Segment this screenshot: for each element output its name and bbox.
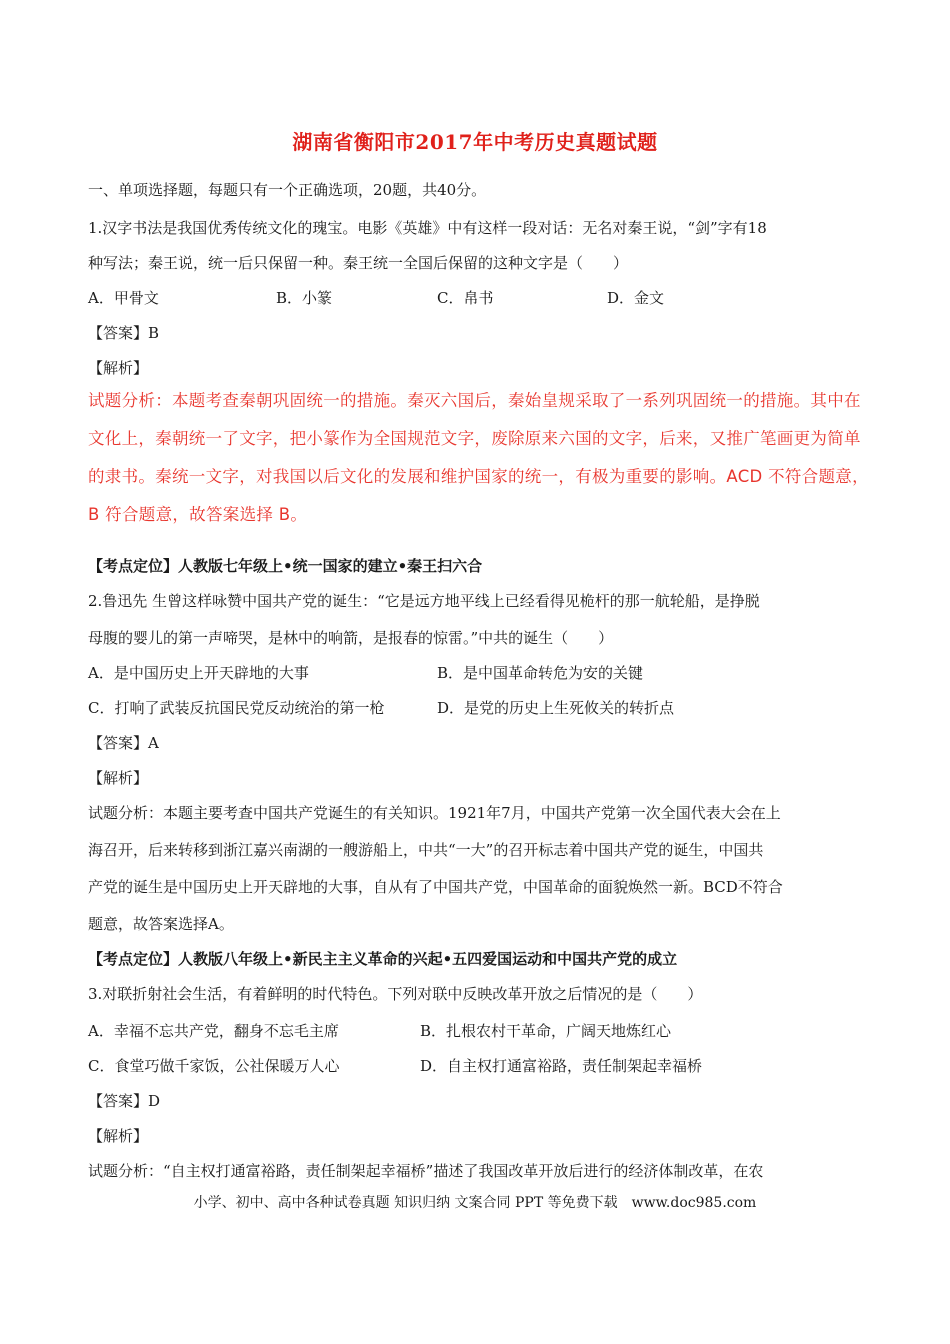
q1-analysis-line-2: 文化上，秦朝统一了文字，把小篆作为全国规范文字，废除原来六国的文字，后来，又推广笔画更为简单	[88, 429, 861, 448]
page-footer: 小学、初中、高中各种试卷真题 知识归纳 文案合同 PPT 等免费下载 www.doc985.com	[193, 1195, 757, 1211]
q1-option-a: A．甲骨文	[88, 289, 159, 307]
q2-kaodian: 【考点定位】人教版八年级上•新民主主义革命的兴起•五四爱国运动和中国共产党的成立	[88, 950, 678, 968]
q1-option-d: D．金文	[607, 289, 665, 307]
q1-kaodian: 【考点定位】人教版七年级上•统一国家的建立•秦王扫六合	[88, 557, 483, 575]
q3-option-c: C．食堂巧做千家饭，公社保暖万人心	[88, 1057, 340, 1075]
q2-stem-line-1: 2.鲁迅先 生曾这样咏赞中国共产党的诞生：“它是远方地平线上已经看得见桅杆的那一航轮船，是挣脱	[88, 592, 760, 610]
q3-option-b: B．扎根农村干革命，广阔天地炼红心	[420, 1022, 672, 1040]
q2-option-d: D．是党的历史上生死攸关的转折点	[437, 699, 675, 717]
section-header: 一、单项选择题，每题只有一个正确选项，20题，共40分。	[88, 181, 487, 199]
q2-option-a: A．是中国历史上开天辟地的大事	[88, 664, 309, 682]
q3-analysis-label: 【解析】	[88, 1127, 149, 1145]
q1-analysis-line-1: 试题分析：本题考查秦朝巩固统一的措施。秦灭六国后，秦始皇规采取了一系列巩固统一的措施。其中在	[88, 391, 861, 410]
q1-answer: 【答案】B	[88, 324, 160, 342]
q1-option-b: B．小篆	[276, 289, 333, 307]
q2-analysis-line-1: 试题分析：本题主要考查中国共产党诞生的有关知识。1921年7月，中国共产党第一次全国代表大会在上	[88, 804, 781, 822]
q2-analysis-line-3: 产党的诞生是中国历史上开天辟地的大事，自从有了中国共产党，中国革命的面貌焕然一新。BCD不符合	[88, 878, 783, 896]
q1-stem-line-2: 种写法；秦王说，统一后只保留一种。秦王统一全国后保留的这种文字是（ ）	[88, 254, 629, 272]
page-title: 湖南省衡阳市2017年中考历史真题试题	[292, 130, 658, 154]
q2-answer: 【答案】A	[88, 734, 159, 752]
q2-stem-line-2: 母腹的婴儿的第一声啼哭，是林中的响箭，是报春的惊雷。”中共的诞生（ ）	[88, 629, 614, 647]
q2-option-c: C．打响了武装反抗国民党反动统治的第一枪	[88, 699, 385, 717]
q2-option-b: B．是中国革命转危为安的关键	[437, 664, 644, 682]
q2-analysis-label: 【解析】	[88, 769, 149, 787]
q1-stem-line-1: 1.汉字书法是我国优秀传统文化的瑰宝。电影《英雄》中有这样一段对话：无名对秦王说，“剑”字有18	[88, 219, 767, 237]
q1-analysis-label: 【解析】	[88, 359, 149, 377]
q3-stem-line-1: 3.对联折射社会生活，有着鲜明的时代特色。下列对联中反映改革开放之后情况的是（ ）	[88, 985, 703, 1003]
q1-option-c: C．帛书	[437, 289, 494, 307]
q3-option-d: D．自主权打通富裕路，责任制架起幸福桥	[420, 1057, 703, 1075]
q3-analysis-line-1: 试题分析：“自主权打通富裕路，责任制架起幸福桥”描述了我国改革开放后进行的经济体制改革，在农	[88, 1162, 764, 1180]
q1-analysis-line-3: 的隶书。秦统一文字，对我国以后文化的发展和维护国家的统一，有极为重要的影响。ACD 不符合题意，	[88, 467, 869, 486]
q3-answer: 【答案】D	[88, 1092, 161, 1110]
q1-analysis-line-4: B 符合题意，故答案选择 B。	[88, 505, 308, 524]
q2-analysis-line-2: 海召开，后来转移到浙江嘉兴南湖的一艘游船上，中共“一大”的召开标志着中国共产党的诞生，中国共	[88, 841, 764, 859]
q2-analysis-line-4: 题意，故答案选择A。	[88, 915, 234, 933]
q3-option-a: A．幸福不忘共产党，翻身不忘毛主席	[88, 1022, 339, 1040]
